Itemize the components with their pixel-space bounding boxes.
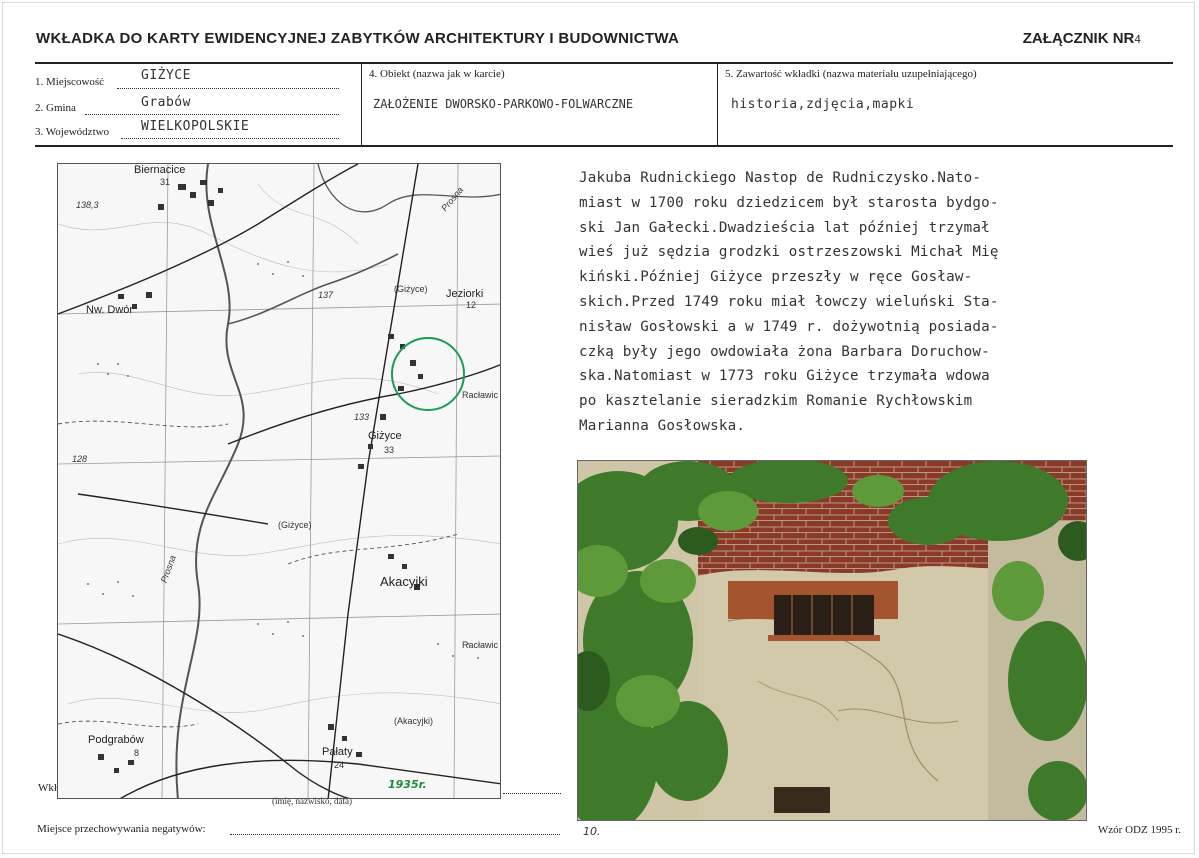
history-line: Marianna Gosłowska. bbox=[579, 417, 746, 434]
history-text bbox=[579, 166, 1079, 439]
divider bbox=[717, 64, 718, 145]
annex-number-value: 4 bbox=[1134, 33, 1141, 46]
map-elev: 133 bbox=[354, 412, 370, 422]
map-num-biernacice: 31 bbox=[160, 177, 171, 187]
handwritten-date: 1935r. bbox=[388, 778, 427, 791]
form-id: Wzór ODZ 1995 r. bbox=[1097, 824, 1181, 836]
voivodeship-value: WIELKOPOLSKIE bbox=[141, 119, 250, 134]
dotted-line bbox=[117, 88, 339, 89]
author-label: Wkł bbox=[38, 782, 57, 794]
contents-value: historia,zdjęcia,mapki bbox=[731, 97, 915, 112]
map-elev: 137 bbox=[318, 290, 334, 300]
map-label-gizyce: Giżyce bbox=[368, 430, 402, 442]
map-label-biernacice: Biernacice bbox=[134, 164, 186, 176]
commune-field bbox=[35, 95, 191, 114]
contents-label: 5. Zawartość wkładki (nazwa materiału uzupełniającego) bbox=[725, 68, 977, 80]
voivodeship-label: 3. Województwo bbox=[35, 126, 110, 138]
map-label-palaty: Pałaty bbox=[322, 746, 353, 758]
map-label-podgrabow: Podgrabów bbox=[88, 734, 144, 746]
map-label-nw-dwor: Nw. Dwór bbox=[86, 304, 134, 316]
history-line: ska.Natomiast w 1773 roku Giżyce trzymała wdowa bbox=[579, 368, 990, 385]
object-label: 4. Obiekt (nazwa jak w karcie) bbox=[369, 68, 505, 80]
map-num-palaty: 24 bbox=[334, 760, 345, 770]
form-fields-box bbox=[35, 62, 1173, 147]
locality-label: 1. Miejscowość bbox=[35, 76, 105, 88]
map-elev: 138,3 bbox=[76, 200, 99, 210]
map-label-gizyce-top: (Giżyce) bbox=[394, 284, 428, 294]
dotted-line bbox=[85, 114, 339, 115]
photo-drawing bbox=[578, 461, 1087, 821]
map-label-raclawice-bottom: Racławic bbox=[462, 640, 499, 650]
commune-value: Grabów bbox=[141, 95, 191, 110]
page-number: 10. bbox=[583, 825, 601, 838]
dotted-line bbox=[121, 138, 339, 139]
history-line: nisław Gosłowski a w 1749 r. dożywotnią posiada- bbox=[579, 318, 999, 335]
negatives-label: Miejsce przechowywania negatywów: bbox=[37, 823, 206, 835]
topographic-map bbox=[57, 163, 501, 799]
map-num-podgrabow: 8 bbox=[134, 748, 140, 758]
history-line: wieś już sędzia grodzki ostrzeszowski Michał Mię bbox=[579, 244, 999, 261]
building-photo bbox=[577, 460, 1087, 821]
object-value: ZAŁOŻENIE DWORSKO-PARKOWO-FOLWARCZNE bbox=[373, 97, 634, 111]
form-title: WKŁADKA DO KARTY EWIDENCYJNEJ ZABYTKÓW ARCHITEKTURY I BUDOWNICTWA bbox=[36, 30, 680, 47]
history-line: ski Jan Gałecki.Dwadzieścia lat później trzymał bbox=[579, 219, 990, 236]
history-line: miast w 1700 roku dziedzicem był starosta bydgo- bbox=[579, 194, 999, 211]
map-label-jeziorki: Jeziorki bbox=[446, 288, 484, 300]
commune-label: 2. Gmina bbox=[35, 102, 76, 114]
annex-label: ZAŁĄCZNIK NR bbox=[1022, 30, 1135, 47]
history-line: czką były jego owdowiała żona Barbara Doruchow- bbox=[579, 343, 990, 360]
history-line: kiński.Później Giżyce przeszły w ręce Gosław- bbox=[579, 269, 973, 286]
map-elev: 128 bbox=[72, 454, 88, 464]
history-line: skich.Przed 1749 roku miał łowczy wieluński Sta- bbox=[579, 293, 999, 310]
author-caption: (imię, nazwisko, data) bbox=[272, 796, 352, 806]
map-label-akacyjki-small: (Akacyjki) bbox=[394, 716, 434, 726]
history-line: po kasztelanie sieradzkim Romanie Rychłowskim bbox=[579, 393, 973, 410]
history-line: Jakuba Rudnickiego Nastop de Rudniczysko.Nato- bbox=[579, 170, 982, 186]
map-label-akacyjki: Akacyjki bbox=[380, 574, 428, 589]
dotted-line bbox=[503, 793, 561, 794]
locality-value: GIŻYCE bbox=[141, 68, 191, 83]
map-label-prosna: Prosna bbox=[439, 184, 466, 214]
map-num-jeziorki: 12 bbox=[466, 300, 477, 310]
map-label-prosna: Prosna bbox=[158, 553, 178, 585]
highlight-circle bbox=[392, 338, 464, 410]
voivodeship-field bbox=[35, 119, 250, 138]
divider bbox=[361, 64, 362, 145]
map-num-gizyce: 33 bbox=[384, 445, 395, 455]
map-label-raclawice-top: Racławic bbox=[462, 390, 499, 400]
map-drawing bbox=[58, 164, 501, 799]
dotted-line bbox=[230, 834, 560, 835]
locality-field bbox=[35, 68, 191, 88]
annex-number bbox=[1023, 30, 1141, 47]
map-label-gizyce-mid: (Giżyce) bbox=[278, 520, 312, 530]
